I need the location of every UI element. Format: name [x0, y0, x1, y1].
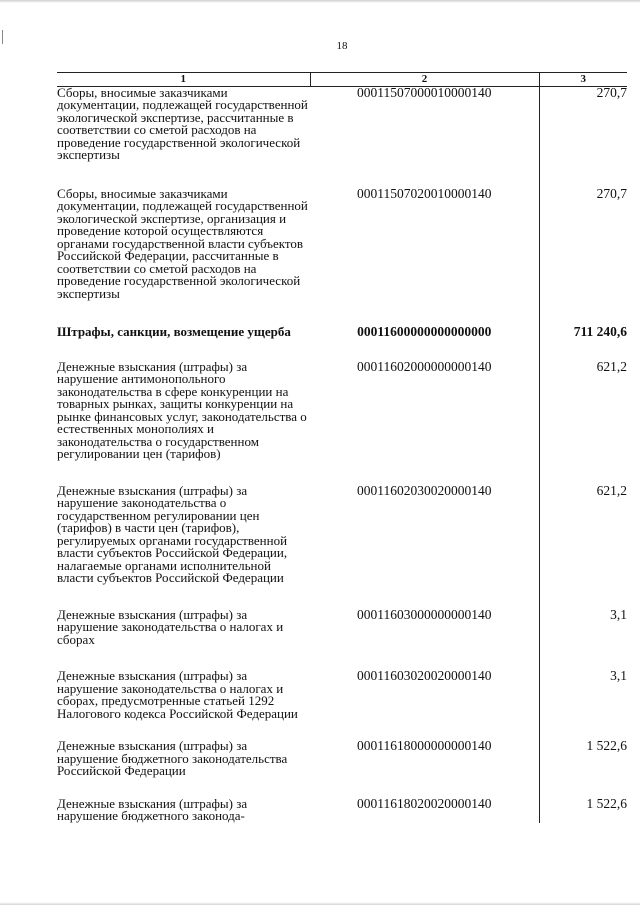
page-number: 18 [336, 40, 348, 52]
row-name-cell [57, 670, 310, 740]
row-name: Сборы, вносимые заказчиками документации, подлежащей государственной экологической экспертизе, рассчитанные в соответствии со сметой расходов на проведение государственной экологической экспертизы [57, 84, 308, 162]
column-header-1: 1 [57, 73, 310, 87]
row-name-cell [57, 740, 310, 798]
row-code: 00011600000000000000 [357, 324, 492, 339]
row-name: Денежные взыскания (штрафы) за нарушение законодательства о государственном регулировании цен (тарифов) в части цен (тарифов), регулируемых органами государственной власти субъектов Российской Федерации, налагаемые органами исполнительной власти субъектов Российской Федерации [57, 482, 288, 585]
row-amount: 270,7 [539, 86, 627, 188]
row-amount: 711 240,6 [539, 326, 627, 361]
row-code: 00011602030020000140 [357, 482, 492, 498]
table-row [57, 670, 627, 740]
row-code: 00011507000010000140 [357, 84, 492, 100]
row-name-cell [57, 326, 310, 361]
row-code: 00011603020020000140 [357, 668, 492, 683]
row-name-cell [57, 795, 310, 823]
row-amount: 3,1 [539, 609, 627, 671]
row-code: 00011602000000000140 [357, 358, 492, 374]
row-name: Денежные взыскания (штрафы) за нарушение законодательства о налогах и сборах [57, 606, 284, 647]
row-name: Денежные взыскания (штрафы) за нарушение антимонопольного законодательства в сфере конкуренции на товарных рынках, защиты конкуренции на рынке финансовых услуг, законодательства о естественных монополиях и законодательства о государственном регулировании цен (тарифов) [57, 358, 307, 461]
row-name: Денежные взыскания (штрафы) за нарушение законодательства о налогах и сборах, предусмотренные статьей 1292 Налогового кодекса Российской Федерации [57, 668, 298, 721]
row-name: Сборы, вносимые заказчиками документации, подлежащей государственной экологической экспертизе, организация и проведение которой осуществляются органами государственной власти субъектов Российской Федерации, рассчитанные в соответствии со сметой расходов на проведение государственной экологической экспертизы [57, 185, 308, 301]
table-row [57, 609, 627, 671]
table-row [57, 326, 627, 361]
row-name-cell [57, 358, 310, 485]
table-row [57, 798, 627, 823]
row-code: 00011507020010000140 [357, 185, 492, 201]
table-body [57, 86, 627, 823]
row-amount: 1 522,6 [539, 798, 627, 823]
row-name: Штрафы, санкции, возмещение ущерба [57, 324, 291, 339]
table-row [57, 485, 627, 609]
row-code: 00011603000000000140 [357, 606, 492, 622]
column-header-3: 3 [539, 73, 627, 87]
row-amount: 3,1 [539, 670, 627, 740]
row-code: 00011618020020000140 [357, 795, 492, 811]
row-name-cell [57, 185, 310, 327]
row-code: 00011618000000000140 [357, 738, 492, 753]
row-amount: 270,7 [539, 188, 627, 327]
table-row [57, 86, 627, 188]
row-name-cell [57, 606, 310, 671]
scan-edge-top [0, 0, 640, 3]
column-header-2: 2 [310, 73, 539, 87]
row-name-cell [57, 86, 310, 188]
table-row [57, 740, 627, 798]
revenue-table [57, 72, 627, 823]
row-name: Денежные взыскания (штрафы) за нарушение бюджетного законода- [57, 795, 248, 823]
table-row [57, 361, 627, 485]
row-name-cell [57, 482, 310, 609]
row-amount: 621,2 [539, 485, 627, 609]
row-name: Денежные взыскания (штрафы) за нарушение бюджетного законодательства Российской Федерации [57, 738, 288, 778]
table-row [57, 188, 627, 327]
row-amount: 1 522,6 [539, 740, 627, 798]
row-amount: 621,2 [539, 361, 627, 485]
